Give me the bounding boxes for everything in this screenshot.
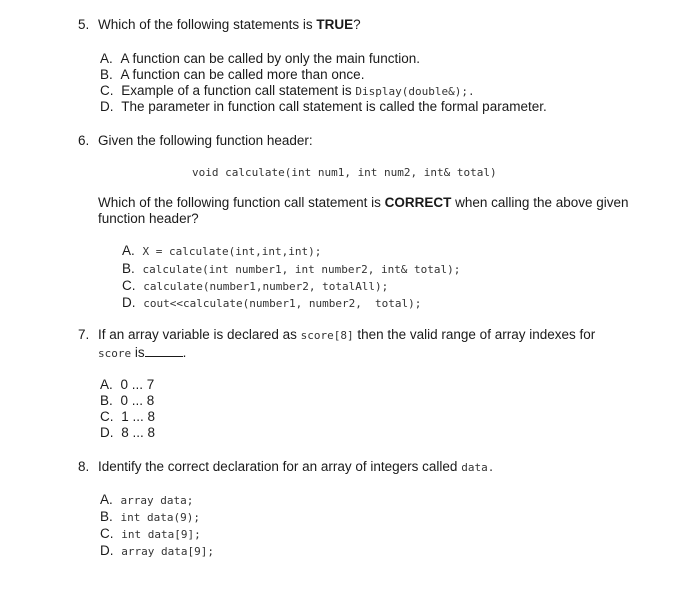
answer-blank[interactable]: [145, 345, 183, 357]
option-a[interactable]: A. array data;: [100, 492, 194, 507]
option-d[interactable]: D. cout<<calculate(number1, number2, total);: [122, 295, 422, 310]
question-stem: If an array variable is declared as score[8] then the valid range of array indexes for: [98, 327, 596, 342]
question-number: 6.: [78, 133, 90, 148]
option-b[interactable]: B. 0 ... 8: [100, 393, 155, 408]
question-stem: Given the following function header:: [98, 133, 313, 148]
option-c[interactable]: C. calculate(number1,number2, totalAll);: [122, 278, 389, 293]
option-b[interactable]: B. A function can be called more than once.: [100, 67, 365, 82]
question-number: 7.: [78, 327, 90, 342]
option-c[interactable]: C. int data[9];: [100, 526, 201, 541]
option-a[interactable]: A. 0 ... 7: [100, 377, 155, 392]
function-header-code: void calculate(int num1, int num2, int& total): [192, 166, 497, 179]
question-stem: Identify the correct declaration for an array of integers called data.: [98, 459, 495, 474]
question-stem-line2: score is .: [98, 345, 187, 360]
option-c[interactable]: C. Example of a function call statement is Display(double&);.: [100, 83, 475, 98]
option-b[interactable]: B. calculate(int number1, int number2, int& total);: [122, 261, 461, 276]
question-number: 8.: [78, 459, 90, 474]
option-d[interactable]: D. The parameter in function call statement is called the formal parameter.: [100, 99, 547, 114]
option-a[interactable]: A. X = calculate(int,int,int);: [122, 243, 322, 258]
question-text: Which of the following function call statement is CORRECT when calling the above given: [98, 195, 629, 210]
question-stem: Which of the following statements is TRUE?: [98, 17, 361, 32]
question-number: 5.: [78, 17, 90, 32]
option-d[interactable]: D. 8 ... 8: [100, 425, 156, 440]
question-text-line2: function header?: [98, 211, 199, 226]
option-d[interactable]: D. array data[9];: [100, 543, 214, 558]
option-b[interactable]: B. int data(9);: [100, 509, 201, 524]
option-a[interactable]: A. A function can be called by only the main function.: [100, 51, 420, 66]
option-c[interactable]: C. 1 ... 8: [100, 409, 156, 424]
